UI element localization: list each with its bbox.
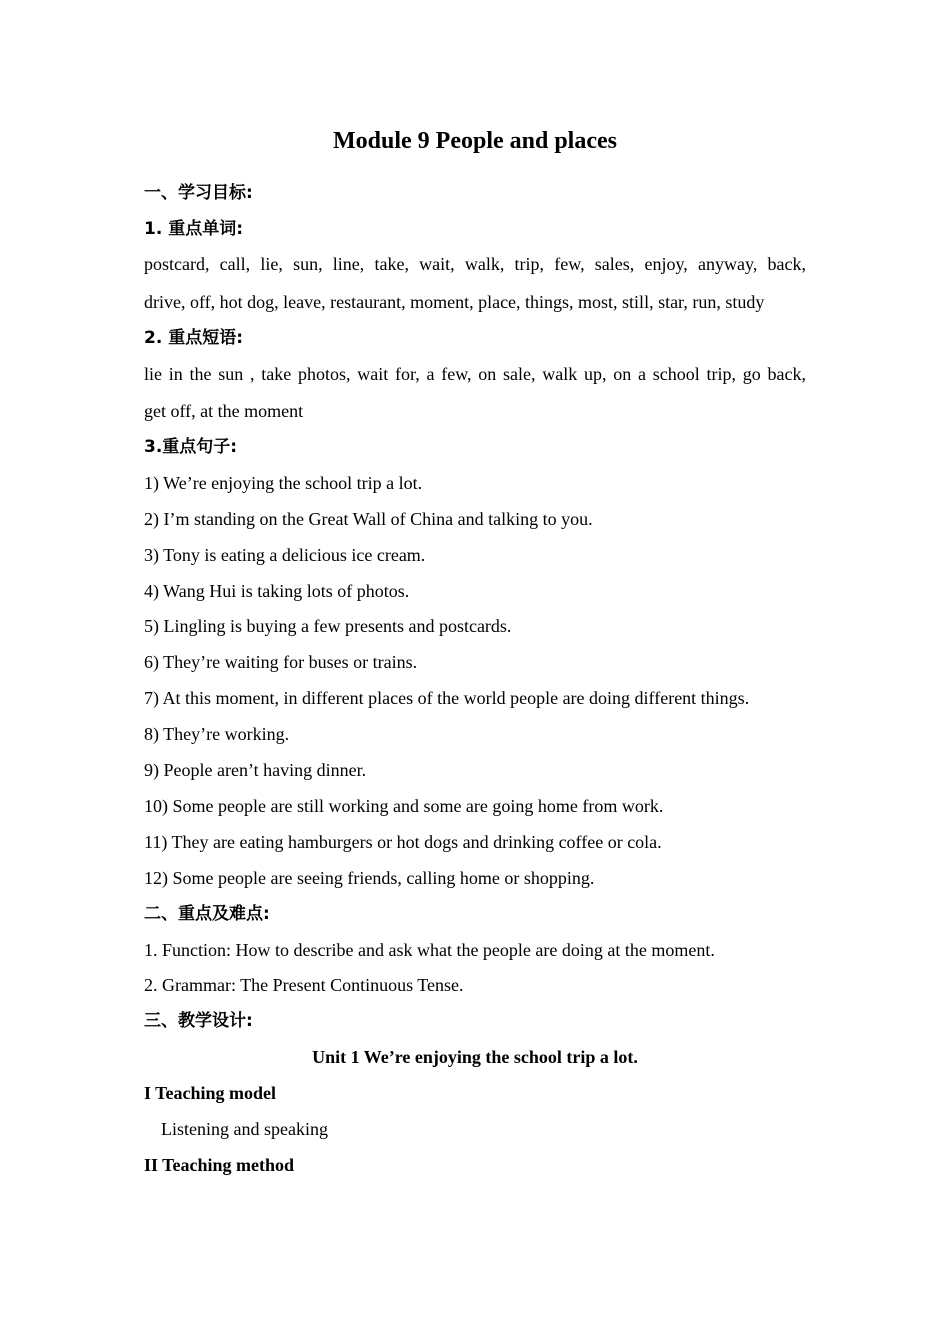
key-point-item: 1. Function: How to describe and ask what the people are doing at the moment. [144,940,715,960]
subheading-key-phrases: 2. 重点短语: [144,328,244,348]
teaching-method-heading: II Teaching method [144,1155,295,1175]
sentence-item: 9) People aren’t having dinner. [144,760,367,780]
teaching-model-heading: I Teaching model [144,1083,277,1103]
sentence-item: 8) They’re working. [144,724,290,744]
key-phrases-line-2: get off, at the moment [144,401,304,421]
section-heading-objectives: 一、学习目标: [144,183,253,203]
sentence-item: 4) Wang Hui is taking lots of photos. [144,581,410,601]
sentence-item: 7) At this moment, in different places of the world people are doing different things. [144,688,750,708]
key-words-line-2: drive, off, hot dog, leave, restaurant, moment, place, things, most, still, star, run, study [144,292,765,312]
teaching-model-text: Listening and speaking [161,1119,328,1139]
sentence-item: 1) We’re enjoying the school trip a lot. [144,473,423,493]
sentence-item: 6) They’re waiting for buses or trains. [144,652,418,672]
sentence-item: 10) Some people are still working and some are going home from work. [144,796,664,816]
key-words-line-1: postcard, call, lie, sun, line, take, wait, walk, trip, few, sales, enjoy, anyway, back, [144,254,806,274]
sentence-item: 11) They are eating hamburgers or hot dogs and drinking coffee or cola. [144,832,662,852]
section-heading-teaching-design: 三、教学设计: [144,1011,253,1031]
subheading-key-sentences: 3.重点句子: [144,437,238,457]
key-phrases-line-1: lie in the sun , take photos, wait for, a few, on sale, walk up, on a school trip, go back, [144,364,806,384]
sentence-item: 5) Lingling is buying a few presents and postcards. [144,616,512,636]
unit-title: Unit 1 We’re enjoying the school trip a lot. [312,1047,638,1067]
page-title: Module 9 People and places [332,128,617,154]
sentence-item: 2) I’m standing on the Great Wall of China and talking to you. [144,509,593,529]
sentence-item: 12) Some people are seeing friends, calling home or shopping. [144,868,595,888]
subheading-key-words: 1. 重点单词: [144,219,244,239]
section-heading-key-points: 二、重点及难点: [144,904,270,924]
sentence-item: 3) Tony is eating a delicious ice cream. [144,545,426,565]
document-page [144,0,806,1344]
key-point-item: 2. Grammar: The Present Continuous Tense. [144,975,464,995]
